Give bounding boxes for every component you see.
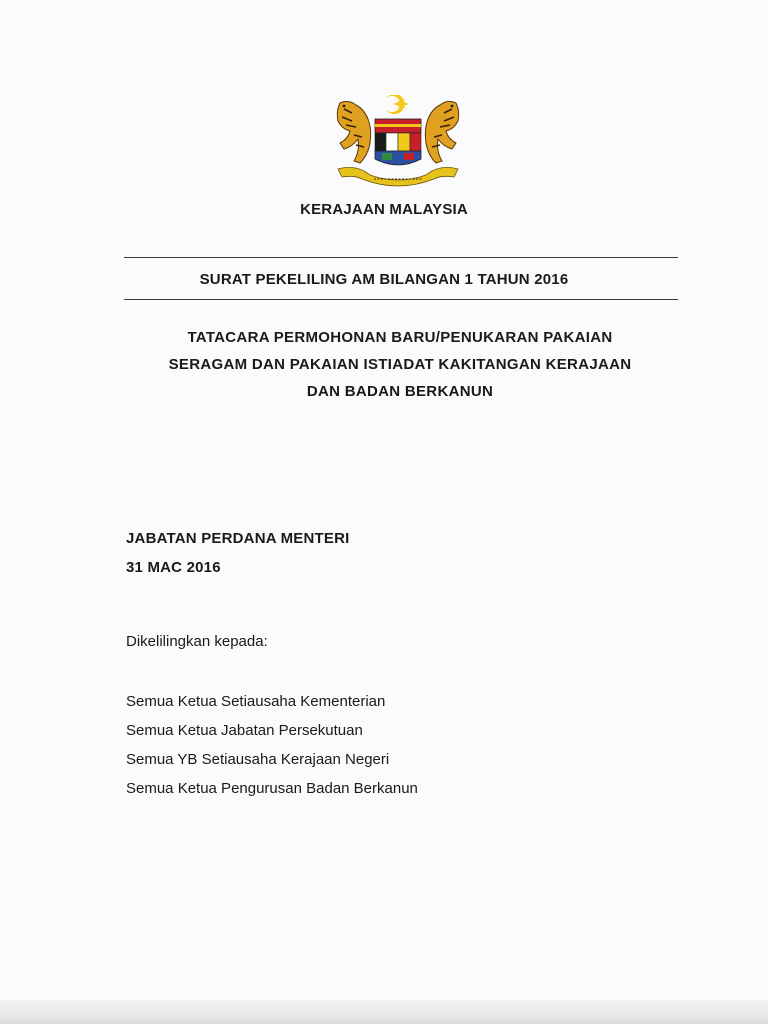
- issue-date: 31 MAC 2016: [126, 559, 221, 576]
- title-line: SERAGAM DAN PAKAIAN ISTIADAT KAKITANGAN KERAJAAN: [168, 356, 632, 373]
- recipient-item: Semua Ketua Jabatan Persekutuan: [126, 722, 363, 739]
- recipient-item: Semua YB Setiausaha Kerajaan Negeri: [126, 751, 390, 768]
- recipient-item: Semua Ketua Setiausaha Kementerian: [126, 693, 386, 710]
- circular-number: SURAT PEKELILING AM BILANGAN 1 TAHUN 2016: [199, 271, 569, 288]
- department-name: JABATAN PERDANA MENTERI: [126, 530, 350, 547]
- title-line: TATACARA PERMOHONAN BARU/PENUKARAN PAKAIAN: [187, 329, 613, 346]
- coat-of-arms-icon: [330, 95, 466, 187]
- government-heading: KERAJAAN MALAYSIA: [300, 201, 468, 218]
- recipients-list: [126, 687, 418, 803]
- top-divider: [124, 257, 678, 258]
- scan-bottom-edge: [0, 1000, 768, 1024]
- title-line: DAN BADAN BERKANUN: [306, 383, 494, 400]
- document-title: [0, 324, 768, 405]
- recipient-item: Semua Ketua Pengurusan Badan Berkanun: [126, 780, 418, 797]
- circulated-to-label: Dikelilingkan kepada:: [126, 633, 268, 650]
- issuer-block: [126, 524, 350, 582]
- bottom-divider: [124, 299, 678, 300]
